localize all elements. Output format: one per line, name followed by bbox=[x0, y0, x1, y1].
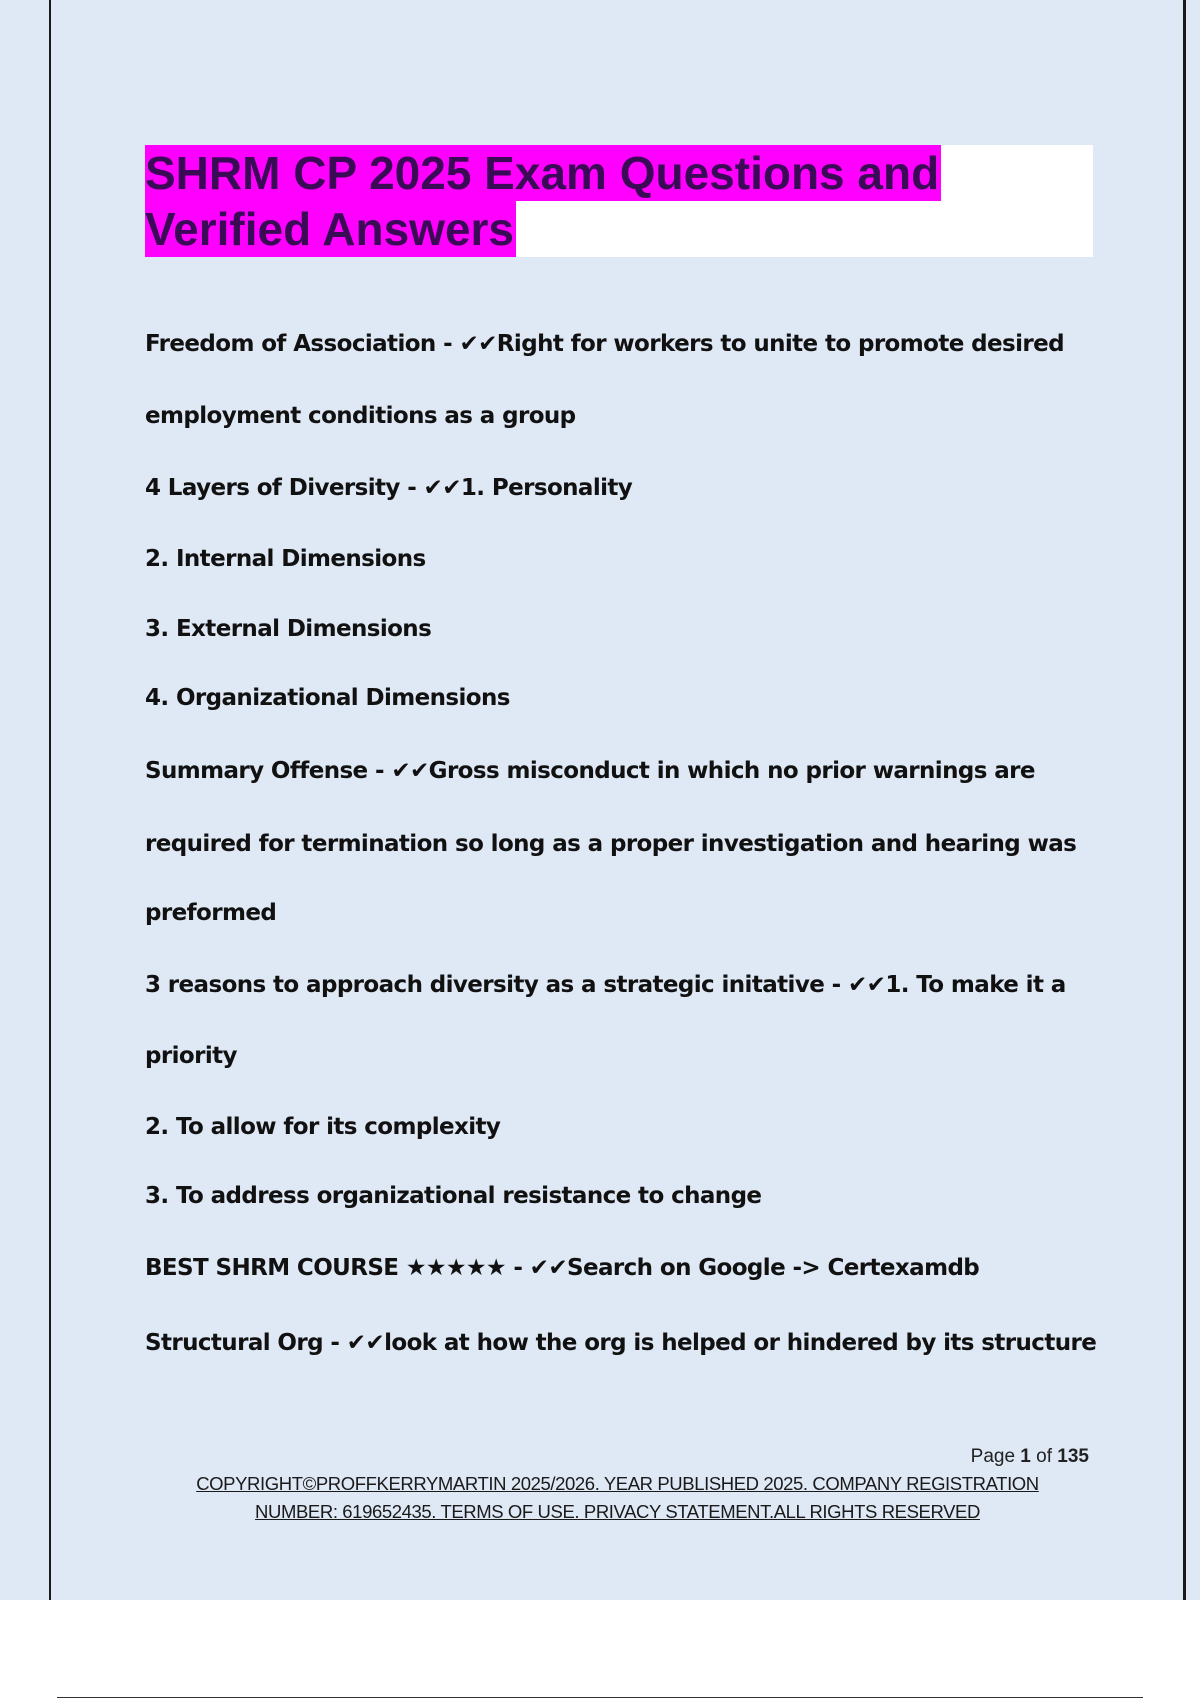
document-title-line-1: SHRM CP 2025 Exam Questions and bbox=[145, 147, 940, 199]
body-line: Structural Org - ✔✔look at how the org is helped or hindered by its structure bbox=[145, 1330, 1097, 1356]
body-line: 4 Layers of Diversity - ✔✔1. Personality bbox=[145, 475, 633, 501]
page-of: of bbox=[1036, 1446, 1053, 1467]
bottom-divider bbox=[57, 1697, 1143, 1698]
body-line: 3. To address organizational resistance to change bbox=[145, 1183, 762, 1209]
body-line: 2. Internal Dimensions bbox=[145, 546, 426, 572]
body-line: preformed bbox=[145, 900, 277, 926]
body-line: Freedom of Association - ✔✔Right for workers to unite to promote desired bbox=[145, 331, 1064, 357]
body-line: employment conditions as a group bbox=[145, 403, 576, 429]
body-line: 4. Organizational Dimensions bbox=[145, 685, 510, 711]
body-line: 2. To allow for its complexity bbox=[145, 1114, 501, 1140]
copyright-line-2[interactable]: NUMBER: 619652435. TERMS OF USE. PRIVACY STATEMENT.ALL RIGHTS RESERVED bbox=[255, 1501, 980, 1522]
document-title-line-2: Verified Answers bbox=[145, 203, 515, 255]
body-line: 3. External Dimensions bbox=[145, 616, 432, 642]
page-number bbox=[971, 1446, 1089, 1468]
page-left-border bbox=[49, 0, 51, 1600]
body-line: priority bbox=[145, 1043, 237, 1069]
page-current: 1 bbox=[1020, 1446, 1031, 1467]
body-line: Summary Offense - ✔✔Gross misconduct in which no prior warnings are bbox=[145, 758, 1035, 784]
body-line: required for termination so long as a proper investigation and hearing was bbox=[145, 831, 1077, 857]
page-right-border bbox=[1183, 0, 1186, 1600]
page-total: 135 bbox=[1057, 1446, 1089, 1467]
body-line: BEST SHRM COURSE ★★★★★ - ✔✔Search on Google -> Certexamdb bbox=[145, 1255, 980, 1281]
page-label: Page bbox=[970, 1446, 1016, 1467]
body-line: 3 reasons to approach diversity as a strategic initative - ✔✔1. To make it a bbox=[145, 972, 1066, 998]
copyright-line-1[interactable]: COPYRIGHT©PROFFKERRYMARTIN 2025/2026. YEAR PUBLISHED 2025. COMPANY REGISTRATION bbox=[196, 1473, 1039, 1494]
